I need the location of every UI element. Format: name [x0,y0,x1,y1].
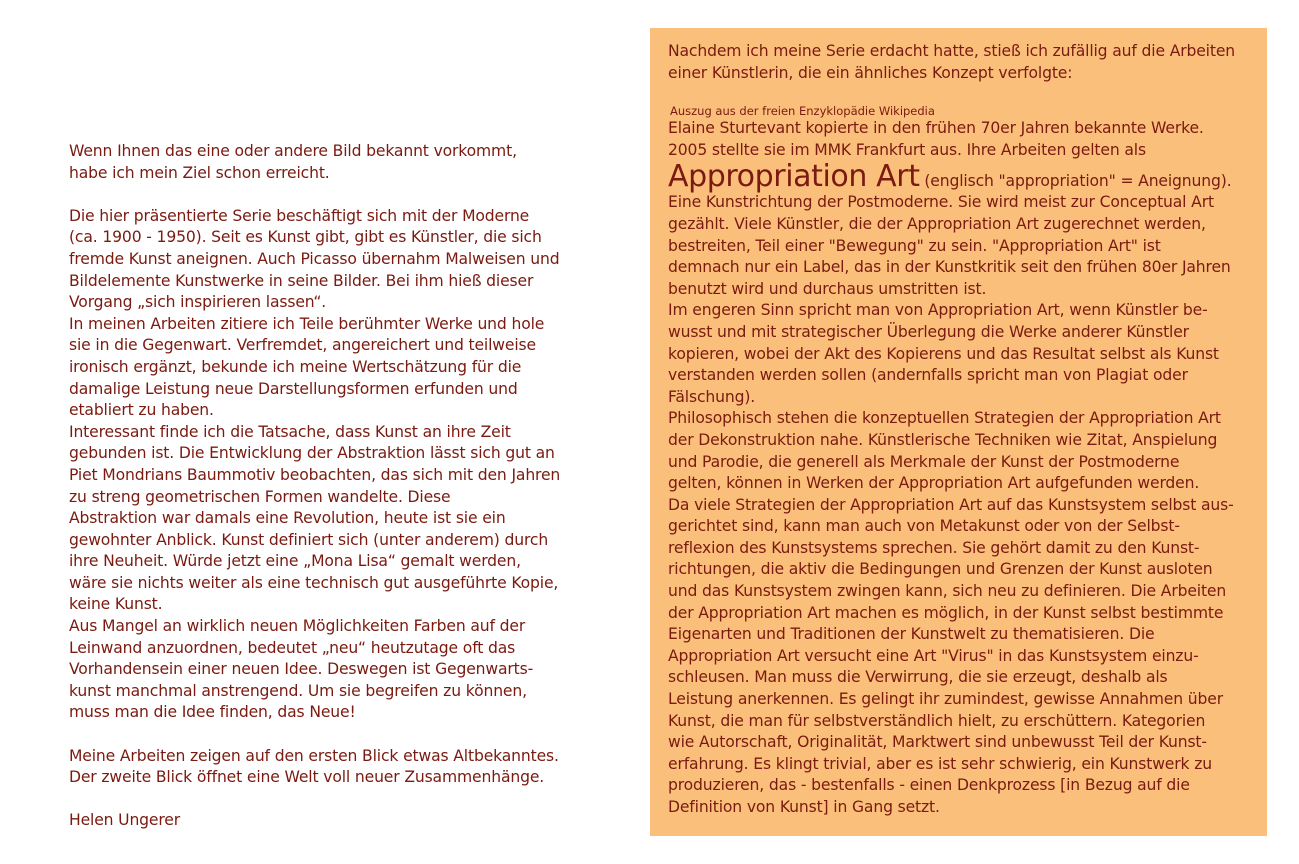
term-heading: Appropriation Art [668,159,920,195]
term-line [668,159,1267,195]
term-definition: (englisch "appropriation" = Aneignung). [919,172,1232,191]
signature: Helen Ungerer [69,811,180,830]
intro-paragraph: Wenn Ihnen das eine oder andere Bild bekannt vorkommt, habe ich mein Ziel schon erreicht. [69,142,517,182]
box-intro: Nachdem ich meine Serie erdacht hatte, stieß ich zufällig auf die Arbeiten einer Künstlerin, die ein ähnliches Konzept verfolgte: [668,42,1236,82]
paragraph-spacer [69,184,599,206]
appropriation-art-box [650,28,1267,836]
closing-paragraph: Meine Arbeiten zeigen auf den ersten Blick etwas Altbekanntes. Der zweite Blick öffnet eine Welt voll neuer Zusammenhänge. [69,746,559,787]
source-note: Auszug aus der freien Enzyklopädie Wikipedia [670,104,935,119]
paragraph-spacer [69,724,599,746]
sturtevant-text: Elaine Sturtevant kopierte in den frühen 70er Jahren bekannte Werke. 2005 stellte sie im MMK Frankfurt aus. Ihre Arbeiten gelten als [668,119,1204,159]
series-description: Die hier präsentierte Serie beschäftigt sich mit der Moderne (ca. 1900 - 1950). Seit es Kunst gibt, gibt es Künstler, die sich fremde Kunst aneignen. Auch Picasso übernahm Malweisen und Bildelemente Kunstwerke in seine Bilder. Bei ihm hieß dieser Vorgang „sich inspirieren lassen“. In meinen Arbeiten zitiere ich Teile berühmter Werke und hole sie in die Gegenwart. Verfremdet, angereichert und teilweise ironisch ergänzt, bekunde ich meine Wertschätzung für die damalige Leistung neue Darstellungsformen erfunden und etabliert zu haben. Interessant finde ich die Tatsache, dass Kunst an ihre Zeit gebunden ist. Die Entwicklung der Abstraktion lässt sich gut an Piet Mondrians Baummotiv beobachten, das sich mit den Jahren zu streng geometrischen Formen wandelte. Diese Abstraktion war damals eine Revolution, heute ist sie ein gewohnter Anblick. Kunst definiert sich (unter anderem) durch ihre Neuheit. Würde jetzt eine „Mona Lisa“ gemalt werden, wäre sie nichts weiter als eine technisch gut ausgeführte Kopie, keine Kunst. Aus Mangel an wirklich neuen Möglichkeiten Farben auf der Leinwand anzuordnen, bedeutet „neu“ heutzutage oft das Vorhandensein einer neuen Idee. Deswegen ist Gegenwarts- kunst manchmal anstrengend. Um sie begreifen zu können, muss man die Idee finden, das Neue! [69,206,561,722]
artist-statement [69,141,599,832]
paragraph-spacer [69,789,599,811]
wikipedia-excerpt: Eine Kunstrichtung der Postmoderne. Sie wird meist zur Conceptual Art gezählt. Viele Künstler, die der Appropriation Art zugerechnet werden, bestreiten, Teil einer "Bewegung" zu sein. "Appropriation Art" ist demnach nur ein Label, das in der Kunstkritik seit den frühen 80er Jahren benutzt wird und durchaus umstritten ist. Im engeren Sinn spricht man von Appropriation Art, wenn Künstler be- wusst und mit strategischer Überlegung die Werke anderer Künstler kopieren, wobei der Akt des Kopierens und das Resultat selbst als Kunst verstanden werden sollen (andernfalls spricht man von Plagiat oder Fälschung). Philosophisch stehen die konzeptuellen Strategien der Appropriation Art der Dekonstruktion nahe. Künstlerische Techniken wie Zitat, Anspielung und Parodie, die generell als Merkmale der Kunst der Postmoderne gelten, können in Werken der Appropriation Art aufgefunden werden. Da viele Strategien der Appropriation Art auf das Kunstsystem selbst aus- gerichtet sind, kann man auch von Metakunst oder von der Selbst- reflexion des Kunstsystems sprechen. Sie gehört damit zu den Kunst- richtungen, die aktiv die Bedingungen und Grenzen der Kunst ausloten und das Kunstsystem zwingen kann, sich neu zu definieren. Die Arbeiten der Appropriation Art machen es möglich, in der Kunst selbst bestimmte Eigenarten und Traditionen der Kunstwelt zu thematisieren. Die Appropriation Art versucht eine Art "Virus" in das Kunstsystem einzu- schleusen. Man muss die Verwirrung, die sie erzeugt, deshalb als Leistung anerkennen. Es gelingt ihr zumindest, gewisse Annahmen über Kunst, die man für selbstverständlich hielt, zu erschüttern. Kategorien wie Autorschaft, Originalität, Marktwert sind unbewusst Teil der Kunst- erfahrung. Es klingt trivial, aber es ist sehr schwierig, ein Kunstwerk zu produzieren, das - bestenfalls - einen Denkprozess [in Bezug auf die Definition von Kunst] in Gang setzt. [668,193,1234,816]
